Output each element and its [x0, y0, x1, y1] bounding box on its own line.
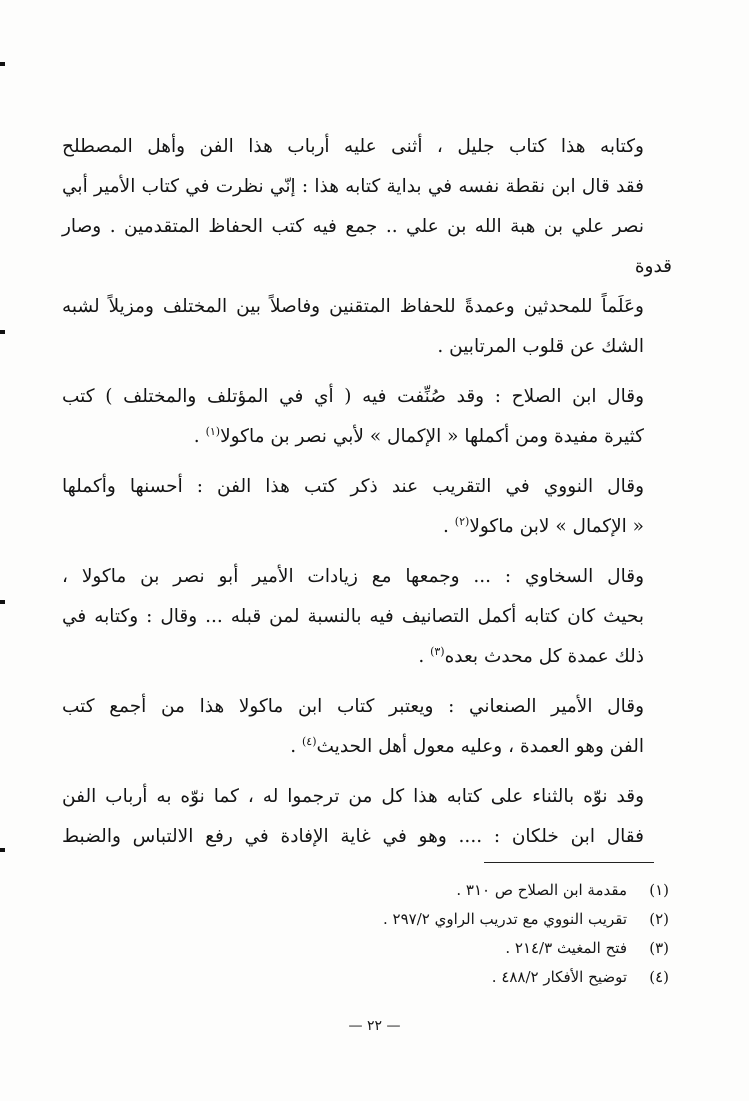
edge-mark: [0, 62, 5, 66]
footnote-marker: (١): [205, 424, 221, 438]
footnote-number: (٢): [649, 910, 669, 928]
text-line: فقال ابن خلكان : .... وهو في غاية الإفادة في رفع الالتباس والضبط: [62, 826, 644, 847]
footnote-divider: [484, 862, 654, 863]
footnote: [269, 934, 669, 963]
text-segment: « الإكمال » لابن ماكولا: [469, 516, 644, 537]
text-segment: .: [418, 646, 431, 667]
text-line: بحيث كان كتابه أكمل التصانيف فيه بالنسبة لمن قبله ... وقال : وكتابه في: [62, 606, 644, 627]
footnote-text: فتح المغيث ٢١٤/٣ .: [505, 939, 627, 957]
footnote-marker: (٤): [302, 734, 317, 748]
footnote-number: (١): [649, 881, 669, 899]
footnote-marker: (٣): [430, 644, 445, 658]
footnote-text: تقريب النووي مع تدريب الراوي ٢٩٧/٢ .: [383, 910, 627, 928]
paragraph: [62, 127, 672, 367]
text-segment: .: [443, 516, 455, 537]
footnote: [269, 905, 669, 934]
edge-mark: [0, 848, 5, 852]
text-line: [62, 417, 672, 457]
footnote: [269, 876, 669, 905]
text-line: وقال السخاوي : ... وجمعها مع زيادات الأمير أبو نصر بن ماكولا ،: [62, 566, 644, 587]
text-line: الشك عن قلوب المرتابين .: [437, 336, 644, 357]
paragraph: [62, 777, 672, 857]
edge-mark: [0, 330, 5, 334]
text-segment: .: [193, 426, 206, 447]
footnote-number: (٣): [649, 939, 669, 957]
text-line: [62, 507, 672, 547]
body-text: [62, 127, 672, 867]
text-line: وقال ابن الصلاح : وقد صُنِّفت فيه ( أي في المؤتلف والمختلف ) كتب: [62, 386, 644, 407]
text-line: فقد قال ابن نقطة نفسه في بداية كتابه هذا : إنّي نظرت في كتاب الأمير أبي: [62, 176, 644, 197]
text-line: [62, 637, 672, 677]
footnote-text: توضيح الأفكار ٤٨٨/٢ .: [491, 968, 627, 986]
edge-mark: [0, 600, 5, 604]
text-line: وقال الأمير الصنعاني : ويعتبر كتاب ابن ماكولا هذا من أجمع كتب: [62, 696, 644, 717]
text-line: [62, 727, 672, 767]
paragraph: [62, 467, 672, 547]
text-line: نصر علي بن هبة الله بن علي .. جمع فيه كتب الحفاظ المتقدمين . وصار قدوة: [62, 216, 672, 277]
text-segment: .: [290, 736, 302, 757]
text-line: وكتابه هذا كتاب جليل ، أثنى عليه أرباب هذا الفن وأهل المصطلح: [62, 136, 644, 157]
page-number: — ٢٢ —: [348, 1018, 401, 1034]
paragraph: [62, 377, 672, 457]
text-line: وقد نوّه بالثناء على كتابه هذا كل من ترجموا له ، كما نوّه به أرباب الفن: [62, 786, 645, 807]
footnote-number: (٤): [649, 968, 669, 986]
footnote-marker: (٢): [454, 514, 470, 528]
paragraph: [62, 557, 672, 677]
footnote: [269, 963, 669, 992]
text-segment: ذلك عمدة كل محدث بعده: [444, 646, 644, 667]
footnotes: [269, 876, 669, 992]
text-segment: الفن وهو العمدة ، وعليه معول أهل الحديث: [316, 736, 644, 757]
footnote-text: مقدمة ابن الصلاح ص ٣١٠ .: [456, 881, 627, 899]
text-segment: كثيرة مفيدة ومن أكملها « الإكمال » لأبي نصر بن ماكولا: [220, 426, 644, 447]
paragraph: [62, 687, 672, 767]
text-line: وقال النووي في التقريب عند ذكر كتب هذا الفن : أحسنها وأكملها: [62, 476, 644, 497]
text-line: وعَلَماً للمحدثين وعمدةً للحفاظ المتقنين وفاصلاً بين المختلف ومزيلاً لشبه: [62, 296, 644, 317]
